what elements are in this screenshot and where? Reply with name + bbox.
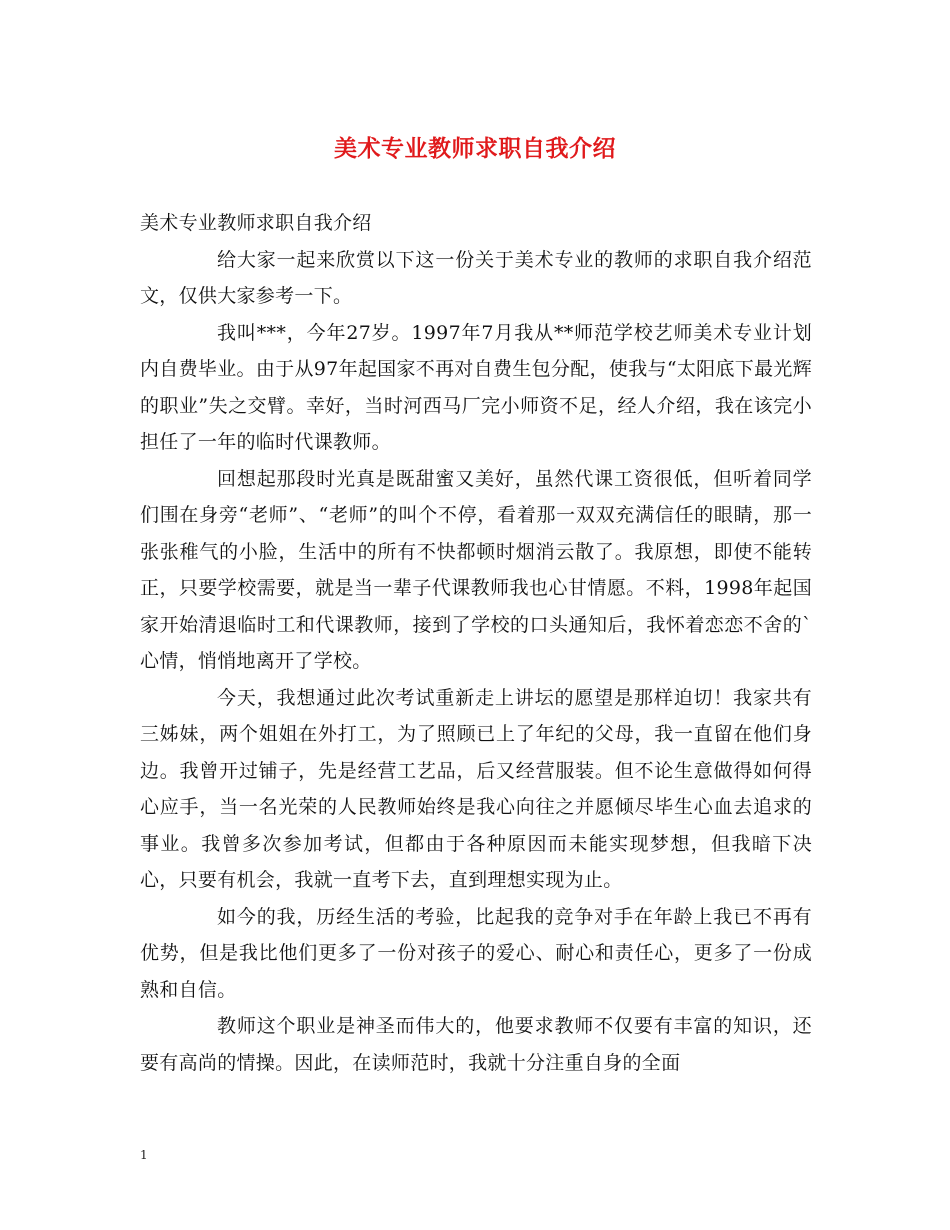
- document-title: 美术专业教师求职自我介绍: [334, 135, 616, 162]
- paragraph-strengths: 如今的我，历经生活的考验，比起我的竞争对手在年龄上我已不再有优势，但是我比他们更多了一份对孩子的爱心、耐心和责任心，更多了一份成熟和自信。: [140, 905, 812, 1001]
- paragraph-intro: 给大家一起来欣赏以下这一份关于美术专业的教师的求职自我介绍范文，仅供大家参考一下。: [140, 248, 812, 307]
- paragraph-memories: 回想起那段时光真是既甜蜜又美好，虽然代课工资很低，但听着同学们围在身旁“老师”、“老师”的叫个不停，看着那一双双充满信任的眼睛，那一张张稚气的小脸，生活中的所有不快都顿时烟消云散了。我原想，即使不能转正，只要学校需要，就是当一辈子代课教师我也心甘情愿。不料，1998年起国家开始清退临时工和代课教师，接到了学校的口头通知后，我怀着恋恋不舍的`心情，悄悄地离开了学校。: [140, 467, 812, 672]
- paragraph-aspiration: 今天，我想通过此次考试重新走上讲坛的愿望是那样迫切！我家共有三姊妹，两个姐姐在外打工，为了照顾已上了年纪的父母，我一直留在他们身边。我曾开过铺子，先是经营工艺品，后又经营服装。但不论生意做得如何得心应手，当一名光荣的人民教师始终是我心向往之并愿倾尽毕生心血去追求的事业。我曾多次参加考试，但都由于各种原因而未能实现梦想，但我暗下决心，只要有机会，我就一直考下去，直到理想实现为止。: [140, 686, 812, 891]
- document-subtitle: 美术专业教师求职自我介绍: [140, 212, 372, 234]
- paragraph-background: 我叫***，今年27岁。1997年7月我从**师范学校艺师美术专业计划内自费毕业。由于从97年起国家不再对自费生包分配，使我与“太阳底下最光辉的职业”失之交臂。幸好，当时河西马厂完小师资不足，经人介绍，我在该完小担任了一年的临时代课教师。: [140, 321, 812, 453]
- paragraph-profession: 教师这个职业是神圣而伟大的，他要求教师不仅要有丰富的知识，还要有高尚的情操。因此，在读师范时，我就十分注重自身的全面: [140, 1015, 812, 1074]
- page-number: 1: [140, 1148, 148, 1162]
- document-body: [140, 205, 812, 1081]
